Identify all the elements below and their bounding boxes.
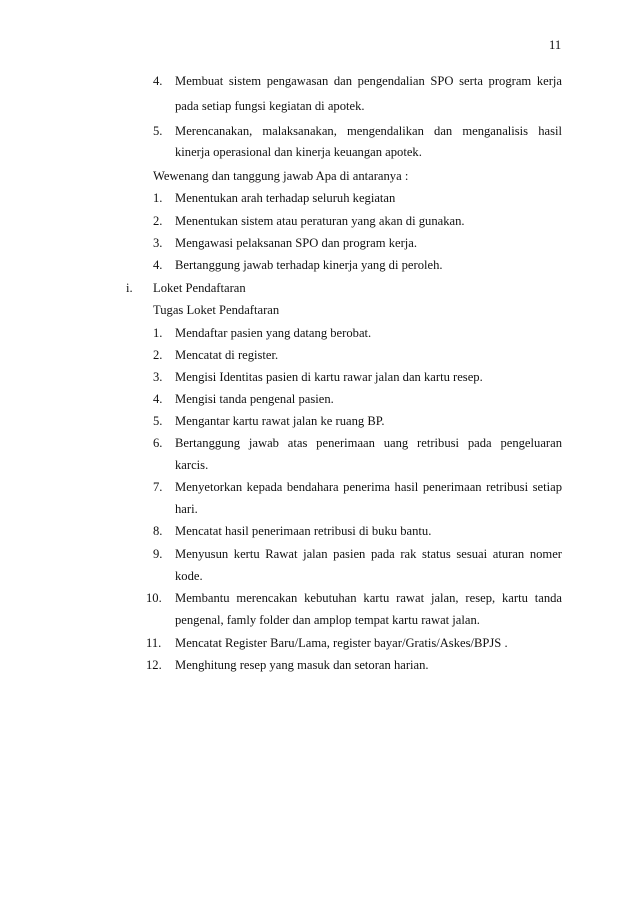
list-number: 4. bbox=[153, 258, 163, 272]
list-item-text: Mencatat hasil penerimaan retribusi di buku bantu. bbox=[175, 524, 432, 538]
list-item-text: Mengantar kartu rawat jalan ke ruang BP. bbox=[175, 414, 385, 428]
list-number: 4. bbox=[153, 392, 163, 406]
list-item-text: Menghitung resep yang masuk dan setoran harian. bbox=[175, 658, 429, 672]
list-number: 3. bbox=[153, 236, 163, 250]
list-item-text: Menyusun kertu Rawat jalan pasien pada rak status sesuai aturan nomer bbox=[175, 547, 562, 561]
list-item-text: Membantu merencakan kebutuhan kartu rawat jalan, resep, kartu tanda bbox=[175, 591, 562, 605]
list-item-text: Bertanggung jawab terhadap kinerja yang di peroleh. bbox=[175, 258, 443, 272]
list-item-text: Mencatat Register Baru/Lama, register bayar/Gratis/Askes/BPJS . bbox=[175, 636, 508, 650]
list-number: 5. bbox=[153, 414, 163, 428]
list-number: 1. bbox=[153, 191, 163, 205]
list-item-text: Mengisi Identitas pasien di kartu rawar jalan dan kartu resep. bbox=[175, 370, 483, 384]
list-item-text: Mendaftar pasien yang datang berobat. bbox=[175, 326, 372, 340]
list-number: 3. bbox=[153, 370, 163, 384]
list-item-text: Mencatat di register. bbox=[175, 348, 279, 362]
section-marker: i. bbox=[126, 281, 133, 295]
list-item-text: Menentukan sistem atau peraturan yang akan di gunakan. bbox=[175, 214, 465, 228]
list-number: 5. bbox=[153, 124, 163, 138]
list-item-text: Membuat sistem pengawasan dan pengendalian SPO serta program kerja bbox=[175, 74, 562, 88]
list-item-text: pada setiap fungsi kegiatan di apotek. bbox=[175, 99, 365, 113]
list-item-text: Menyetorkan kepada bendahara penerima hasil penerimaan retribusi setiap bbox=[175, 480, 562, 494]
list-number: 8. bbox=[153, 524, 163, 538]
list-number: 1. bbox=[153, 326, 163, 340]
list-number: 6. bbox=[153, 436, 163, 450]
section-title: Loket Pendaftaran bbox=[153, 281, 246, 295]
list-number: 2. bbox=[153, 214, 163, 228]
list-number: 10. bbox=[146, 591, 162, 605]
list-item-text: kinerja operasional dan kinerja keuangan apotek. bbox=[175, 145, 422, 159]
list-item-text: pengenal, famly folder dan amplop tempat kartu rawat jalan. bbox=[175, 613, 480, 627]
list-item-text: Mengawasi pelaksanan SPO dan program kerja. bbox=[175, 236, 418, 250]
list-number: 11. bbox=[146, 636, 162, 650]
page-number: 11 bbox=[549, 38, 562, 52]
list-number: 2. bbox=[153, 348, 163, 362]
list-item-text: hari. bbox=[175, 502, 198, 516]
list-item-text: karcis. bbox=[175, 458, 209, 472]
list-item-text: Menentukan arah terhadap seluruh kegiatan bbox=[175, 191, 396, 205]
list-item-text: Merencanakan, malaksanakan, mengendalikan dan menganalisis hasil bbox=[175, 124, 562, 138]
section-subtitle: Tugas Loket Pendaftaran bbox=[153, 303, 280, 317]
section-heading: Wewenang dan tanggung jawab Apa di antaranya : bbox=[153, 169, 409, 183]
list-item-text: kode. bbox=[175, 569, 203, 583]
list-item-text: Bertanggung jawab atas penerimaan uang retribusi pada pengeluaran bbox=[175, 436, 562, 450]
list-number: 12. bbox=[146, 658, 162, 672]
list-number: 9. bbox=[153, 547, 163, 561]
list-number: 7. bbox=[153, 480, 163, 494]
list-item-text: Mengisi tanda pengenal pasien. bbox=[175, 392, 334, 406]
list-number: 4. bbox=[153, 74, 163, 88]
